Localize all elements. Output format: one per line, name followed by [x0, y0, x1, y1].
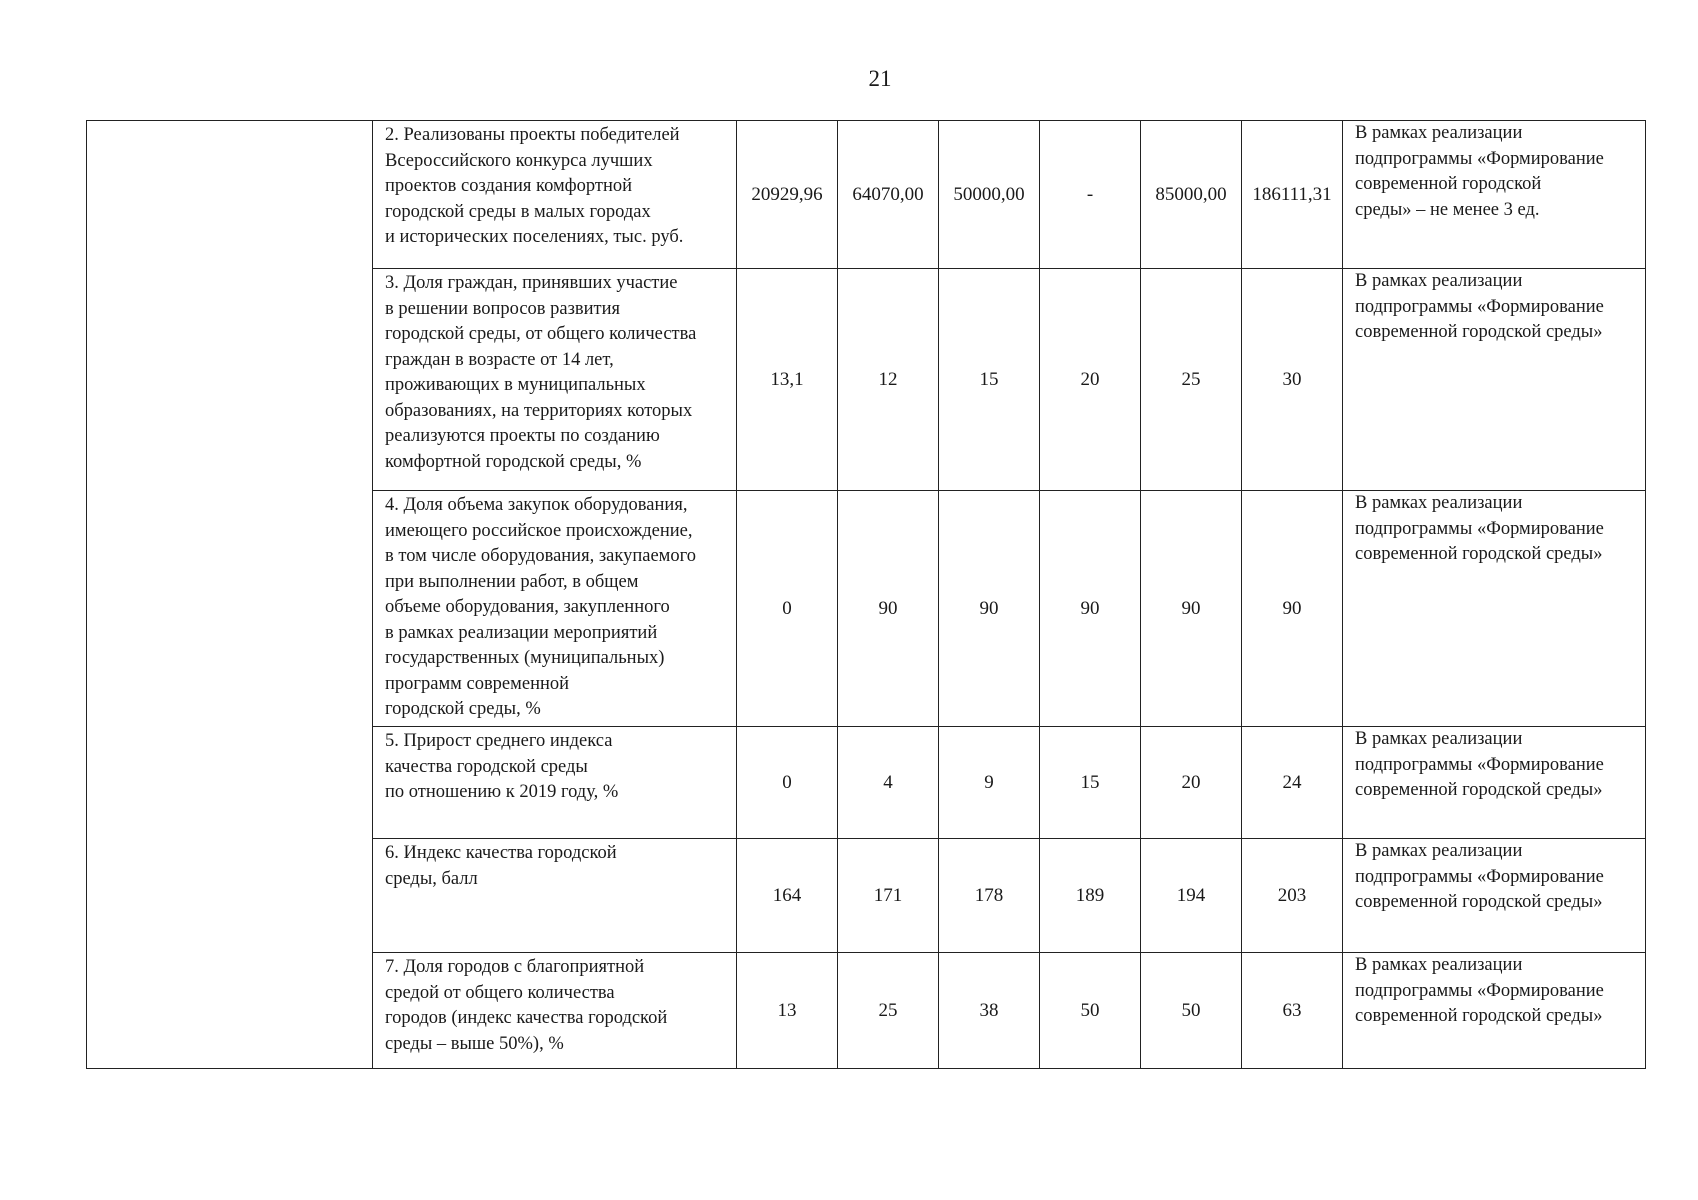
indicator-cell: 6. Индекс качества городской среды, балл [373, 839, 737, 953]
value-cell: 171 [838, 839, 939, 953]
indicator-cell: 3. Доля граждан, принявших участие в решении вопросов развития городской среды, от общего количества граждан в возрасте от 14 лет, проживающих в муниципальных образованиях, на территориях которых реализуются проекты по созданию комфортной городской среды, % [373, 269, 737, 491]
value-cell: 30 [1242, 269, 1343, 491]
empty-first-column-cell [87, 121, 373, 1069]
note-cell: В рамках реализации подпрограммы «Формирование современной городской среды» [1343, 839, 1646, 953]
table-row [87, 121, 1646, 269]
value-cell: 90 [1242, 491, 1343, 727]
indicator-cell: 5. Прирост среднего индекса качества городской среды по отношению к 2019 году, % [373, 727, 737, 839]
indicator-cell: 7. Доля городов с благоприятной средой от общего количества городов (индекс качества городской среды – выше 50%), % [373, 953, 737, 1069]
note-cell: В рамках реализации подпрограммы «Формирование современной городской среды» – не менее 3 ед. [1343, 121, 1646, 269]
value-cell: 186111,31 [1242, 121, 1343, 269]
note-cell: В рамках реализации подпрограммы «Формирование современной городской среды» [1343, 727, 1646, 839]
value-cell: 25 [838, 953, 939, 1069]
value-cell: 20 [1040, 269, 1141, 491]
value-cell: 0 [737, 491, 838, 727]
value-cell: 189 [1040, 839, 1141, 953]
value-cell: 194 [1141, 839, 1242, 953]
indicators-table [86, 120, 1646, 1069]
value-cell: 12 [838, 269, 939, 491]
value-cell: 90 [1040, 491, 1141, 727]
value-cell: 20929,96 [737, 121, 838, 269]
indicator-cell: 4. Доля объема закупок оборудования, имеющего российское происхождение, в том числе оборудования, закупаемого при выполнении работ, в общем объеме оборудования, закупленного в рамках реализации мероприятий государственных (муниципальных) программ современной городской среды, % [373, 491, 737, 727]
value-cell: - [1040, 121, 1141, 269]
value-cell: 178 [939, 839, 1040, 953]
value-cell: 13 [737, 953, 838, 1069]
value-cell: 164 [737, 839, 838, 953]
value-cell: 13,1 [737, 269, 838, 491]
value-cell: 4 [838, 727, 939, 839]
page-number: 21 [868, 66, 892, 91]
value-cell: 15 [939, 269, 1040, 491]
value-cell: 24 [1242, 727, 1343, 839]
value-cell: 90 [1141, 491, 1242, 727]
value-cell: 64070,00 [838, 121, 939, 269]
value-cell: 0 [737, 727, 838, 839]
value-cell: 9 [939, 727, 1040, 839]
value-cell: 15 [1040, 727, 1141, 839]
value-cell: 203 [1242, 839, 1343, 953]
value-cell: 90 [838, 491, 939, 727]
note-cell: В рамках реализации подпрограммы «Формирование современной городской среды» [1343, 953, 1646, 1069]
value-cell: 38 [939, 953, 1040, 1069]
value-cell: 25 [1141, 269, 1242, 491]
value-cell: 50 [1141, 953, 1242, 1069]
value-cell: 85000,00 [1141, 121, 1242, 269]
value-cell: 90 [939, 491, 1040, 727]
value-cell: 20 [1141, 727, 1242, 839]
value-cell: 63 [1242, 953, 1343, 1069]
note-cell: В рамках реализации подпрограммы «Формирование современной городской среды» [1343, 491, 1646, 727]
value-cell: 50000,00 [939, 121, 1040, 269]
note-cell: В рамках реализации подпрограммы «Формирование современной городской среды» [1343, 269, 1646, 491]
value-cell: 50 [1040, 953, 1141, 1069]
indicator-cell: 2. Реализованы проекты победителей Всероссийского конкурса лучших проектов создания комфортной городской среды в малых городах и исторических поселениях, тыс. руб. [373, 121, 737, 269]
